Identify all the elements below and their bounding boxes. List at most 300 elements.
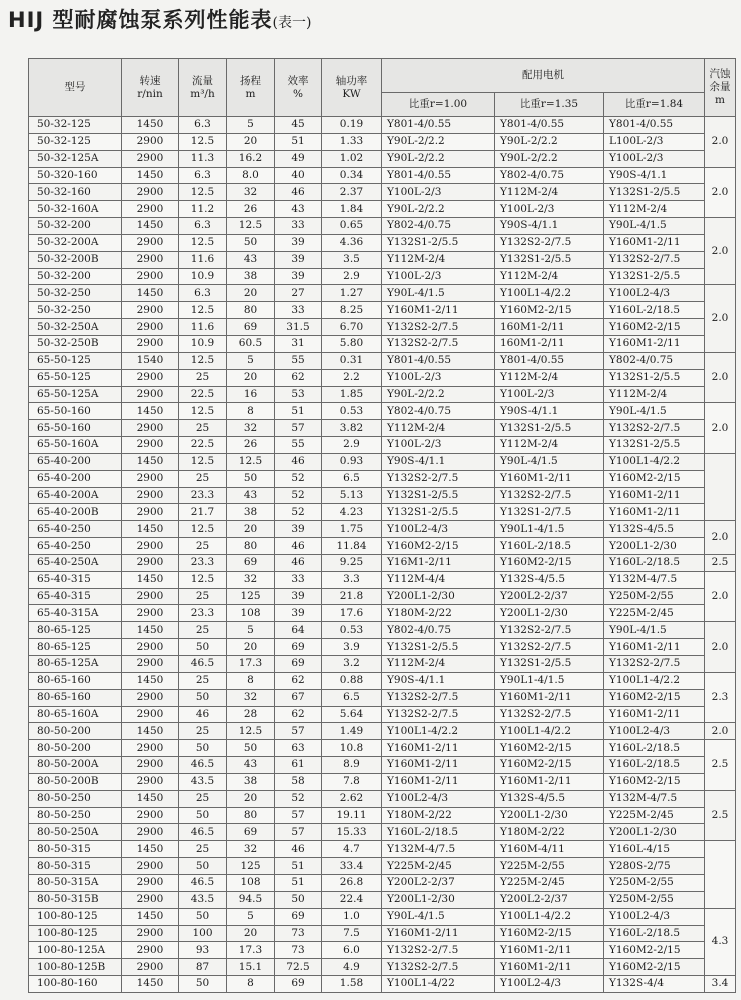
row-motor-sg3: Y100L2-4/3 xyxy=(604,723,705,740)
row-efficiency: 55 xyxy=(275,437,322,454)
row-motor-sg3: Y112M-2/4 xyxy=(604,386,705,403)
row-head: 20 xyxy=(227,285,275,302)
row-head: 43 xyxy=(227,757,275,774)
row-motor-sg1: Y802-4/0.75 xyxy=(382,218,495,235)
row-power: 5.64 xyxy=(322,706,382,723)
row-flow: 25 xyxy=(179,470,227,487)
title-main: HIJ 型耐腐蚀泵系列性能表 xyxy=(8,8,273,32)
row-efficiency: 67 xyxy=(275,689,322,706)
row-motor-sg2: Y100L1-4/2.2 xyxy=(495,285,604,302)
row-motor-sg3: Y132S2-2/7.5 xyxy=(604,656,705,673)
table-row xyxy=(29,891,736,908)
row-model: 65-40-250A xyxy=(29,554,122,571)
row-flow: 46.5 xyxy=(179,656,227,673)
row-model: 65-40-200A xyxy=(29,487,122,504)
row-flow: 50 xyxy=(179,858,227,875)
row-motor-sg1: Y225M-2/45 xyxy=(382,858,495,875)
row-flow: 12.5 xyxy=(179,571,227,588)
row-flow: 11.3 xyxy=(179,150,227,167)
row-motor-sg3: Y160L-2/18.5 xyxy=(604,302,705,319)
row-motor-sg3: Y160L-4/15 xyxy=(604,841,705,858)
table-row xyxy=(29,874,736,891)
row-efficiency: 57 xyxy=(275,824,322,841)
row-head: 20 xyxy=(227,925,275,942)
row-motor-sg3: L100L-2/3 xyxy=(604,133,705,150)
row-head: 8.0 xyxy=(227,167,275,184)
row-speed: 2900 xyxy=(122,251,179,268)
table-row xyxy=(29,807,736,824)
row-head: 17.3 xyxy=(227,656,275,673)
row-speed: 2900 xyxy=(122,369,179,386)
row-speed: 1450 xyxy=(122,285,179,302)
row-motor-sg1: Y160M1-2/11 xyxy=(382,302,495,319)
row-power: 1.85 xyxy=(322,386,382,403)
row-model: 65-50-160 xyxy=(29,420,122,437)
row-model: 80-50-315B xyxy=(29,891,122,908)
row-motor-sg1: Y160M1-2/11 xyxy=(382,757,495,774)
row-efficiency: 46 xyxy=(275,538,322,555)
row-motor-sg2: Y90S-4/1.1 xyxy=(495,218,604,235)
row-flow: 100 xyxy=(179,925,227,942)
row-model: 80-65-125 xyxy=(29,622,122,639)
row-efficiency: 69 xyxy=(275,639,322,656)
row-flow: 12.5 xyxy=(179,521,227,538)
table-row xyxy=(29,976,736,993)
row-efficiency: 45 xyxy=(275,117,322,134)
row-power: 1.33 xyxy=(322,133,382,150)
row-flow: 12.5 xyxy=(179,352,227,369)
table-row xyxy=(29,386,736,403)
row-motor-sg3: Y132S1-2/5.5 xyxy=(604,268,705,285)
row-flow: 12.5 xyxy=(179,234,227,251)
row-motor-sg3: Y90L-4/1.5 xyxy=(604,218,705,235)
row-motor-sg1: Y132S1-2/5.5 xyxy=(382,234,495,251)
row-power: 3.2 xyxy=(322,656,382,673)
row-motor-sg1: Y132S2-2/7.5 xyxy=(382,706,495,723)
row-power: 0.19 xyxy=(322,117,382,134)
row-head: 80 xyxy=(227,807,275,824)
table-row xyxy=(29,706,736,723)
row-motor-sg3: Y160M2-2/15 xyxy=(604,319,705,336)
row-power: 0.88 xyxy=(322,672,382,689)
performance-table xyxy=(28,58,736,993)
row-flow: 50 xyxy=(179,908,227,925)
row-efficiency: 39 xyxy=(275,234,322,251)
row-efficiency: 61 xyxy=(275,757,322,774)
row-power: 2.9 xyxy=(322,268,382,285)
row-npsh: 2.0 xyxy=(705,403,736,454)
row-motor-sg3: Y250M-2/55 xyxy=(604,588,705,605)
row-head: 32 xyxy=(227,571,275,588)
row-motor-sg2: Y160L-2/18.5 xyxy=(495,538,604,555)
row-motor-sg2: Y801-4/0.55 xyxy=(495,352,604,369)
row-head: 26 xyxy=(227,437,275,454)
row-power: 0.65 xyxy=(322,218,382,235)
row-motor-sg3: Y100L2-4/3 xyxy=(604,908,705,925)
row-efficiency: 52 xyxy=(275,487,322,504)
table-row xyxy=(29,268,736,285)
header-efficiency: 效率 % xyxy=(275,59,322,117)
row-head: 38 xyxy=(227,504,275,521)
row-efficiency: 33 xyxy=(275,571,322,588)
row-motor-sg1: Y90S-4/1.1 xyxy=(382,453,495,470)
row-speed: 2900 xyxy=(122,689,179,706)
row-speed: 2900 xyxy=(122,757,179,774)
row-model: 80-50-315A xyxy=(29,874,122,891)
row-efficiency: 51 xyxy=(275,858,322,875)
row-npsh: 2.0 xyxy=(705,571,736,622)
row-speed: 2900 xyxy=(122,184,179,201)
row-power: 1.75 xyxy=(322,521,382,538)
row-model: 65-50-160 xyxy=(29,403,122,420)
row-motor-sg2: Y160M1-2/11 xyxy=(495,773,604,790)
row-motor-sg2: Y90L-2/2.2 xyxy=(495,150,604,167)
row-head: 8 xyxy=(227,403,275,420)
row-motor-sg3: Y132S2-2/7.5 xyxy=(604,420,705,437)
row-power: 0.93 xyxy=(322,453,382,470)
row-head: 5 xyxy=(227,352,275,369)
row-motor-sg2: Y160M1-2/11 xyxy=(495,959,604,976)
row-model: 80-50-250 xyxy=(29,807,122,824)
row-power: 4.23 xyxy=(322,504,382,521)
row-power: 0.53 xyxy=(322,403,382,420)
row-model: 65-40-315 xyxy=(29,571,122,588)
row-flow: 21.7 xyxy=(179,504,227,521)
row-motor-sg1: Y100L-2/3 xyxy=(382,268,495,285)
row-motor-sg2: Y200L2-2/37 xyxy=(495,891,604,908)
row-flow: 93 xyxy=(179,942,227,959)
row-motor-sg2: Y90S-4/1.1 xyxy=(495,403,604,420)
row-power: 33.4 xyxy=(322,858,382,875)
row-flow: 11.6 xyxy=(179,251,227,268)
row-flow: 50 xyxy=(179,976,227,993)
row-motor-sg1: Y112M-2/4 xyxy=(382,420,495,437)
row-motor-sg3: Y160M2-2/15 xyxy=(604,959,705,976)
row-power: 8.9 xyxy=(322,757,382,774)
row-model: 65-40-315 xyxy=(29,588,122,605)
row-model: 50-32-200 xyxy=(29,218,122,235)
row-efficiency: 46 xyxy=(275,453,322,470)
row-head: 50 xyxy=(227,470,275,487)
row-model: 80-65-125 xyxy=(29,639,122,656)
row-model: 65-40-200 xyxy=(29,453,122,470)
row-speed: 2900 xyxy=(122,319,179,336)
row-efficiency: 52 xyxy=(275,504,322,521)
row-motor-sg3: Y160M1-2/11 xyxy=(604,335,705,352)
row-head: 32 xyxy=(227,689,275,706)
row-power: 2.2 xyxy=(322,369,382,386)
row-motor-sg1: Y132S2-2/7.5 xyxy=(382,942,495,959)
row-efficiency: 52 xyxy=(275,790,322,807)
row-npsh: 2.0 xyxy=(705,117,736,168)
row-flow: 50 xyxy=(179,740,227,757)
row-head: 32 xyxy=(227,184,275,201)
table-row xyxy=(29,437,736,454)
row-head: 69 xyxy=(227,554,275,571)
row-power: 6.0 xyxy=(322,942,382,959)
row-motor-sg2: Y802-4/0.75 xyxy=(495,167,604,184)
row-npsh: 2.5 xyxy=(705,740,736,791)
row-flow: 25 xyxy=(179,538,227,555)
row-motor-sg3: Y90S-4/1.1 xyxy=(604,167,705,184)
row-model: 80-65-160A xyxy=(29,706,122,723)
row-motor-sg2: 160M1-2/11 xyxy=(495,335,604,352)
header-flow: 流量 m³/h xyxy=(179,59,227,117)
row-motor-sg2: Y112M-2/4 xyxy=(495,268,604,285)
row-head: 5 xyxy=(227,908,275,925)
row-motor-sg1: Y90L-2/2.2 xyxy=(382,201,495,218)
row-head: 5 xyxy=(227,622,275,639)
row-model: 80-50-315 xyxy=(29,858,122,875)
row-motor-sg3: Y132M-4/7.5 xyxy=(604,790,705,807)
table-row xyxy=(29,150,736,167)
row-power: 4.36 xyxy=(322,234,382,251)
row-motor-sg2: Y90L1-4/1.5 xyxy=(495,521,604,538)
row-motor-sg2: Y132S2-2/7.5 xyxy=(495,234,604,251)
row-speed: 2900 xyxy=(122,335,179,352)
row-flow: 25 xyxy=(179,369,227,386)
row-flow: 25 xyxy=(179,420,227,437)
row-head: 69 xyxy=(227,824,275,841)
row-motor-sg2: Y132S2-2/7.5 xyxy=(495,487,604,504)
row-motor-sg1: Y90L-4/1.5 xyxy=(382,285,495,302)
row-motor-sg3: Y160L-2/18.5 xyxy=(604,740,705,757)
row-flow: 11.6 xyxy=(179,319,227,336)
row-speed: 2900 xyxy=(122,807,179,824)
row-motor-sg2: Y100L-2/3 xyxy=(495,201,604,218)
row-flow: 12.5 xyxy=(179,453,227,470)
row-flow: 46.5 xyxy=(179,874,227,891)
row-motor-sg3: Y132S-4/5.5 xyxy=(604,521,705,538)
row-model: 50-32-125A xyxy=(29,150,122,167)
row-power: 11.84 xyxy=(322,538,382,555)
row-power: 0.31 xyxy=(322,352,382,369)
row-motor-sg3: Y160M1-2/11 xyxy=(604,487,705,504)
row-efficiency: 31.5 xyxy=(275,319,322,336)
row-head: 108 xyxy=(227,605,275,622)
row-power: 21.8 xyxy=(322,588,382,605)
row-motor-sg1: Y100L1-4/2.2 xyxy=(382,723,495,740)
row-motor-sg2: Y132S1-2/5.5 xyxy=(495,251,604,268)
row-efficiency: 73 xyxy=(275,925,322,942)
row-speed: 2900 xyxy=(122,858,179,875)
row-efficiency: 50 xyxy=(275,891,322,908)
row-motor-sg3: Y250M-2/55 xyxy=(604,891,705,908)
row-model: 65-40-250 xyxy=(29,538,122,555)
row-motor-sg1: Y132S2-2/7.5 xyxy=(382,470,495,487)
row-motor-sg3: Y225M-2/45 xyxy=(604,605,705,622)
table-row xyxy=(29,841,736,858)
row-speed: 2900 xyxy=(122,268,179,285)
row-motor-sg3: Y160M2-2/15 xyxy=(604,773,705,790)
row-motor-sg1: Y100L1-4/22 xyxy=(382,976,495,993)
row-motor-sg1: Y90S-4/1.1 xyxy=(382,672,495,689)
row-npsh: 2.0 xyxy=(705,622,736,673)
row-model: 50-32-200A xyxy=(29,234,122,251)
row-speed: 2900 xyxy=(122,824,179,841)
row-power: 3.5 xyxy=(322,251,382,268)
row-motor-sg1: Y160M2-2/15 xyxy=(382,538,495,555)
row-motor-sg1: Y132S2-2/7.5 xyxy=(382,335,495,352)
table-row xyxy=(29,470,736,487)
row-motor-sg1: Y200L2-2/37 xyxy=(382,874,495,891)
row-motor-sg2: Y160M-4/11 xyxy=(495,841,604,858)
table-row xyxy=(29,622,736,639)
row-motor-sg2: Y200L1-2/30 xyxy=(495,807,604,824)
table-row xyxy=(29,723,736,740)
table-row xyxy=(29,302,736,319)
row-head: 20 xyxy=(227,521,275,538)
row-head: 28 xyxy=(227,706,275,723)
row-speed: 1450 xyxy=(122,908,179,925)
table-row xyxy=(29,571,736,588)
row-motor-sg1: Y132S2-2/7.5 xyxy=(382,319,495,336)
row-flow: 23.3 xyxy=(179,605,227,622)
row-npsh: 2.5 xyxy=(705,554,736,571)
row-flow: 87 xyxy=(179,959,227,976)
row-speed: 2900 xyxy=(122,437,179,454)
row-efficiency: 73 xyxy=(275,942,322,959)
row-flow: 12.5 xyxy=(179,403,227,420)
row-efficiency: 51 xyxy=(275,874,322,891)
table-row xyxy=(29,167,736,184)
table-row xyxy=(29,554,736,571)
row-speed: 2900 xyxy=(122,386,179,403)
row-motor-sg1: Y132S1-2/5.5 xyxy=(382,487,495,504)
header-power: 轴功率 KW xyxy=(322,59,382,117)
table-row xyxy=(29,740,736,757)
row-motor-sg2: Y132S1-2/7.5 xyxy=(495,504,604,521)
row-speed: 2900 xyxy=(122,891,179,908)
row-power: 8.25 xyxy=(322,302,382,319)
row-flow: 10.9 xyxy=(179,268,227,285)
row-motor-sg1: Y132S2-2/7.5 xyxy=(382,689,495,706)
row-flow: 43.5 xyxy=(179,891,227,908)
row-flow: 25 xyxy=(179,588,227,605)
row-motor-sg3: Y250M-2/55 xyxy=(604,874,705,891)
row-flow: 23.3 xyxy=(179,554,227,571)
row-motor-sg3: Y200L1-2/30 xyxy=(604,538,705,555)
row-power: 0.53 xyxy=(322,622,382,639)
table-row xyxy=(29,656,736,673)
row-efficiency: 31 xyxy=(275,335,322,352)
row-motor-sg1: Y160L-2/18.5 xyxy=(382,824,495,841)
row-speed: 2900 xyxy=(122,656,179,673)
row-motor-sg2: Y112M-2/4 xyxy=(495,184,604,201)
row-motor-sg1: Y180M-2/22 xyxy=(382,605,495,622)
row-model: 50-32-125 xyxy=(29,133,122,150)
row-power: 1.0 xyxy=(322,908,382,925)
row-speed: 2900 xyxy=(122,605,179,622)
row-motor-sg3: Y160M2-2/15 xyxy=(604,689,705,706)
row-model: 65-40-200B xyxy=(29,504,122,521)
row-npsh: 2.3 xyxy=(705,672,736,723)
row-speed: 2900 xyxy=(122,470,179,487)
row-power: 3.9 xyxy=(322,639,382,656)
row-motor-sg1: Y132S1-2/5.5 xyxy=(382,639,495,656)
row-motor-sg2: Y225M-2/45 xyxy=(495,874,604,891)
row-head: 43 xyxy=(227,251,275,268)
row-motor-sg2: Y100L1-4/2.2 xyxy=(495,908,604,925)
row-npsh: 4.3 xyxy=(705,908,736,975)
table-row xyxy=(29,790,736,807)
row-model: 80-65-160 xyxy=(29,689,122,706)
row-motor-sg2: Y160M2-2/15 xyxy=(495,757,604,774)
table-row xyxy=(29,201,736,218)
row-flow: 22.5 xyxy=(179,386,227,403)
row-flow: 43.5 xyxy=(179,773,227,790)
row-model: 100-80-125 xyxy=(29,908,122,925)
row-motor-sg2: Y160M2-2/15 xyxy=(495,925,604,942)
row-motor-sg1: Y112M-2/4 xyxy=(382,656,495,673)
row-speed: 1450 xyxy=(122,976,179,993)
table-row xyxy=(29,133,736,150)
row-head: 20 xyxy=(227,790,275,807)
row-motor-sg2: Y200L2-2/37 xyxy=(495,588,604,605)
row-efficiency: 46 xyxy=(275,841,322,858)
row-motor-sg2: Y90L1-4/1.5 xyxy=(495,672,604,689)
row-power: 4.9 xyxy=(322,959,382,976)
row-motor-sg2: Y90L-4/1.5 xyxy=(495,453,604,470)
row-motor-sg2: Y90L-2/2.2 xyxy=(495,133,604,150)
row-speed: 1450 xyxy=(122,571,179,588)
row-motor-sg1: Y112M-2/4 xyxy=(382,251,495,268)
row-speed: 1450 xyxy=(122,403,179,420)
row-motor-sg1: Y801-4/0.55 xyxy=(382,167,495,184)
row-model: 50-32-160 xyxy=(29,184,122,201)
row-efficiency: 64 xyxy=(275,622,322,639)
row-flow: 6.3 xyxy=(179,218,227,235)
row-motor-sg2: Y132S2-2/7.5 xyxy=(495,639,604,656)
row-motor-sg1: Y100L2-4/3 xyxy=(382,521,495,538)
header-sg-1: 比重r=1.00 xyxy=(382,93,495,117)
row-motor-sg2: Y100L-2/3 xyxy=(495,386,604,403)
row-motor-sg2: Y801-4/0.55 xyxy=(495,117,604,134)
row-model: 80-50-200 xyxy=(29,740,122,757)
row-model: 100-80-125 xyxy=(29,925,122,942)
table-row xyxy=(29,234,736,251)
title-sub: (表一) xyxy=(272,15,312,31)
row-flow: 6.3 xyxy=(179,117,227,134)
row-speed: 2900 xyxy=(122,942,179,959)
table-row xyxy=(29,184,736,201)
row-motor-sg3: Y160M1-2/11 xyxy=(604,234,705,251)
row-npsh: 3.4 xyxy=(705,976,736,993)
row-npsh: 2.0 xyxy=(705,723,736,740)
header-motor: 配用电机 xyxy=(382,59,705,93)
row-head: 8 xyxy=(227,672,275,689)
row-efficiency: 69 xyxy=(275,976,322,993)
row-speed: 1450 xyxy=(122,453,179,470)
row-efficiency: 27 xyxy=(275,285,322,302)
table-row xyxy=(29,858,736,875)
row-flow: 25 xyxy=(179,723,227,740)
table-row xyxy=(29,689,736,706)
row-efficiency: 52 xyxy=(275,470,322,487)
row-power: 6.70 xyxy=(322,319,382,336)
row-speed: 2900 xyxy=(122,201,179,218)
row-motor-sg3: Y160M2-2/15 xyxy=(604,942,705,959)
row-head: 94.5 xyxy=(227,891,275,908)
header-model: 型号 xyxy=(29,59,122,117)
row-head: 17.3 xyxy=(227,942,275,959)
row-efficiency: 58 xyxy=(275,773,322,790)
table-row xyxy=(29,369,736,386)
row-speed: 2900 xyxy=(122,773,179,790)
row-flow: 50 xyxy=(179,639,227,656)
row-head: 15.1 xyxy=(227,959,275,976)
row-head: 12.5 xyxy=(227,723,275,740)
